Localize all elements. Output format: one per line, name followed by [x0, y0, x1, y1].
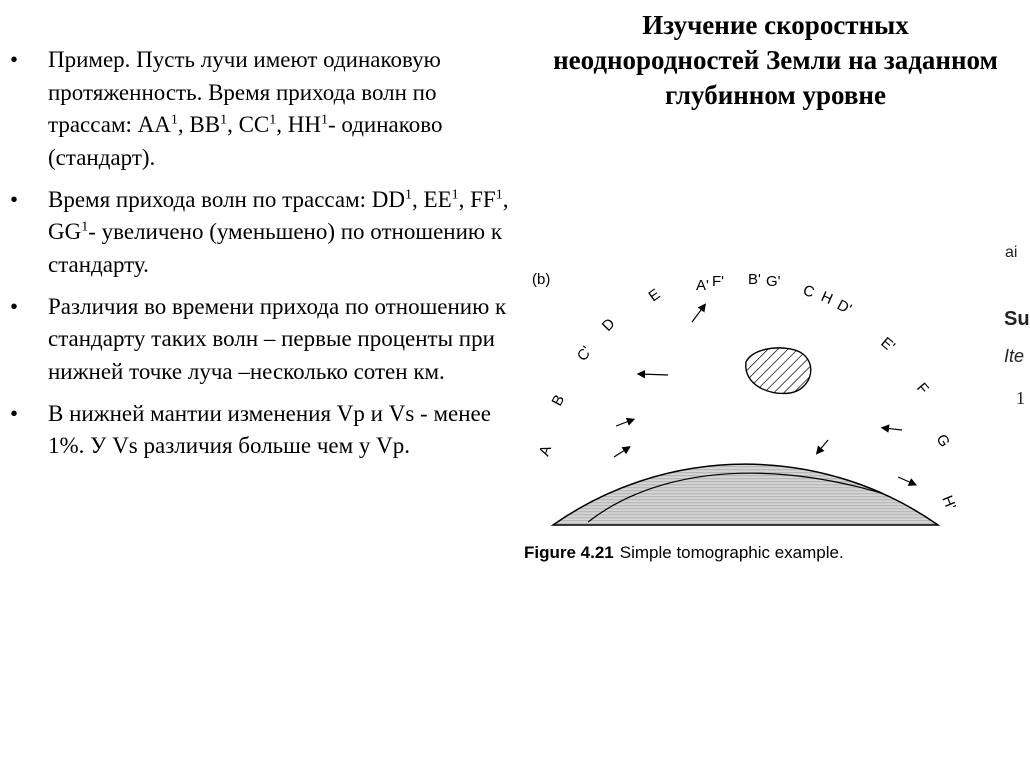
label-d-prime: D' — [834, 296, 855, 318]
label-e-prime: E' — [877, 334, 899, 356]
bullet-item — [10, 184, 510, 282]
label-d: D — [598, 315, 619, 335]
bullet-item — [10, 398, 510, 463]
label-f: F — [912, 379, 932, 398]
ray-d — [613, 327, 878, 361]
superscript: 1 — [220, 112, 228, 128]
cropped-fragment: 1 — [1016, 388, 1025, 408]
bullet-marker: • — [10, 47, 19, 72]
bullet-marker: • — [10, 293, 19, 319]
superscript: 1 — [451, 186, 459, 202]
arrow-7 — [692, 306, 704, 322]
bullet-list — [10, 44, 510, 472]
superscript: 1 — [81, 219, 89, 235]
panel-label: (b) — [532, 271, 551, 288]
label-f-prime: F' — [712, 273, 725, 290]
bullet-text: , СС — [227, 112, 270, 138]
slide-title: Изучение скоростных неоднородностей Земли на заданном глубинном уровне — [553, 10, 998, 111]
label-b-prime: B' — [748, 271, 761, 288]
arrow-6 — [818, 440, 828, 452]
velocity-anomaly — [746, 348, 811, 394]
arrow-2 — [616, 420, 632, 426]
label-h-prime: H' — [938, 493, 960, 513]
arrow-5 — [898, 477, 914, 484]
bullet-text: , GG — [48, 186, 509, 245]
superscript: 1 — [170, 112, 178, 128]
bullet-marker: • — [10, 186, 19, 212]
cropped-fragment: ai — [1005, 244, 1018, 261]
bullet-text: Пример. Пусть лучи имеют одинаковую протяженность. Время прихода волн по трассам: АА — [48, 47, 441, 138]
figure-caption — [524, 543, 844, 563]
ray-b — [568, 290, 763, 402]
bullet-text: Различия во времени прихода по отношению к стандарту таких волн – первые проценты при нижней точке луча –несколько сотен км. — [48, 293, 507, 384]
superscript: 1 — [405, 186, 413, 202]
cropped-fragment: Ite — [1004, 346, 1025, 366]
label-g: G — [932, 431, 954, 451]
ray-h — [828, 297, 958, 497]
label-g-prime: G' — [766, 273, 781, 290]
cropped-fragment: Su — [1004, 308, 1030, 330]
bullet-text: , FF — [458, 186, 496, 212]
bullet-text: , ВВ — [177, 112, 221, 138]
arrow-3 — [614, 448, 628, 457]
bullet-item — [10, 44, 510, 175]
ray-long-2 — [548, 393, 948, 452]
label-h: H — [818, 288, 836, 309]
label-e: E — [645, 285, 664, 306]
bullet-text: - одинаково (стандарт). — [48, 112, 443, 170]
ray-h-prime — [838, 307, 858, 412]
bullet-text: - увеличено (уменьшено) по отношению к стандарту. — [48, 219, 503, 277]
label-b: B — [548, 392, 569, 409]
bullet-text: В нижней мантии изменения Vp и Vs - менее 1%. У Vs различия больше чем у Vp. — [48, 400, 491, 459]
arrow-4 — [884, 428, 902, 430]
label-a: A — [535, 443, 556, 459]
bullet-text: Время прихода волн по трассам: DD — [48, 186, 406, 212]
label-a-prime: A' — [696, 277, 709, 294]
caption-text: Simple tomographic example. — [619, 543, 844, 562]
label-c: C — [800, 281, 817, 302]
bullet-marker: • — [10, 400, 19, 426]
superscript: 1 — [320, 112, 328, 128]
tomography-diagram — [528, 262, 958, 534]
caption-number: Figure 4.21 — [524, 543, 614, 562]
arrow-1 — [640, 374, 668, 375]
tomography-figure — [528, 262, 958, 539]
ray-a — [556, 292, 713, 452]
bullet-item — [10, 291, 510, 389]
bullet-text: , ЕЕ — [412, 186, 452, 212]
label-c-prime: C' — [573, 343, 596, 365]
superscript: 1 — [269, 112, 277, 128]
superscript: 1 — [495, 186, 503, 202]
bullet-text: , НН — [276, 112, 321, 138]
